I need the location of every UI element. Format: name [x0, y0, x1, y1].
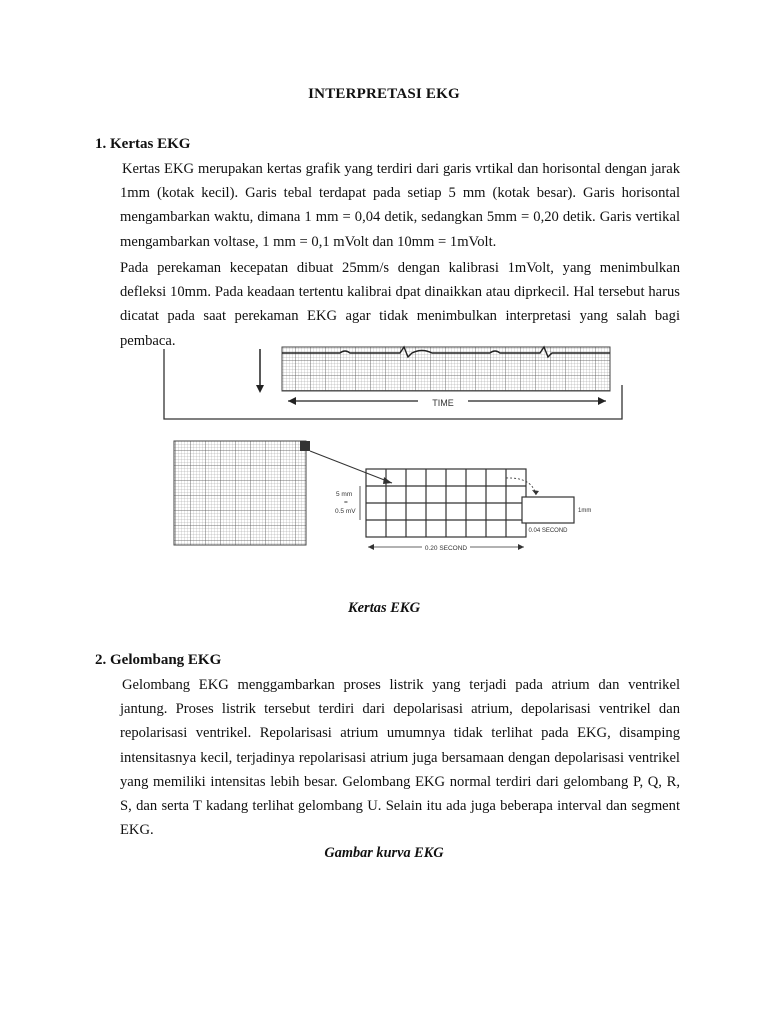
zoom-line [310, 451, 392, 483]
paragraph-kertas-2: Pada perekaman kecepatan dibuat 25mm/s dengan kalibrasi 1mVolt, yang menimbulkan defleksi 10mm. Pada keadaan tertentu kalibrai dpat dinaikkan atau diprkecil. Hal tersebut harus dicatat pada saat perekaman EKG agar tidak menimbulkan interpretasi yang salah bagi pembaca. [120, 260, 680, 349]
big-second-label: 0.20 SECOND [424, 545, 468, 552]
small-mm-label: 1mm [578, 508, 592, 514]
figure-caption-kertas: Kertas EKG [347, 600, 421, 616]
figure-caption-kurva: Gambar kurva EKG [324, 845, 444, 861]
paragraph-gelombang-1: Gelombang EKG menggambarkan proses listrik yang terjadi pada atrium dan ventrikel jantung. Proses listrik tersebut terdiri dari depolarisasi atrium, depolarisasi ventrikel dan repolarisasi ventrikel. Repolarisasi atrium umumnya tidak terlihat pada EKG, disamping intensitasnya kecil, terjadinya repolarisasi atrium juga bersamaan dengan depolarisasi ventrikel yang memiliki intensitas lebih besar. Gelombang EKG normal terdiri dari gelombang P, Q, R, S, dan serta T kadang terlihat gelombang U. Selain itu ada juga beberapa interval dan segment EKG. [120, 677, 680, 839]
time-arrow [288, 397, 606, 408]
enlarged-grid [366, 469, 526, 537]
section-heading-gelombang-ekg: 2. Gelombang EKG [95, 652, 222, 668]
paragraph-kertas-1: Kertas EKG merupakan kertas grafik yang terdiri dari garis vrtikal dan horisontal dengan jarak 1mm (kotak kecil). Garis tebal terdapat pada setiap 5 mm (kotak besar). Garis horisontal mengambarkan waktu, dimana 1 mm = 0,04 detik, sedangkan 5mm = 0,20 detik. Garis vertikal mengambarkan voltase, 1 mm = 0,1 mVolt dan 10mm = 1mVolt. [120, 161, 680, 250]
voltage-bottom-label: 0.5 mV [335, 508, 356, 515]
page-title: INTERPRETASI EKG [308, 86, 460, 102]
ekg-strip [282, 347, 610, 391]
ekg-paper-figure [160, 345, 630, 555]
section-heading-kertas-ekg: 1. Kertas EKG [95, 136, 191, 152]
voltage-eq-label: = [344, 499, 348, 506]
small-second-label: 0.04 SECOND [528, 528, 568, 534]
small-box-detail [522, 497, 591, 534]
grid-sample [174, 441, 310, 545]
voltage-top-label: 5 mm [336, 491, 353, 498]
down-arrow-icon [256, 349, 264, 393]
time-label: TIME [432, 398, 454, 408]
